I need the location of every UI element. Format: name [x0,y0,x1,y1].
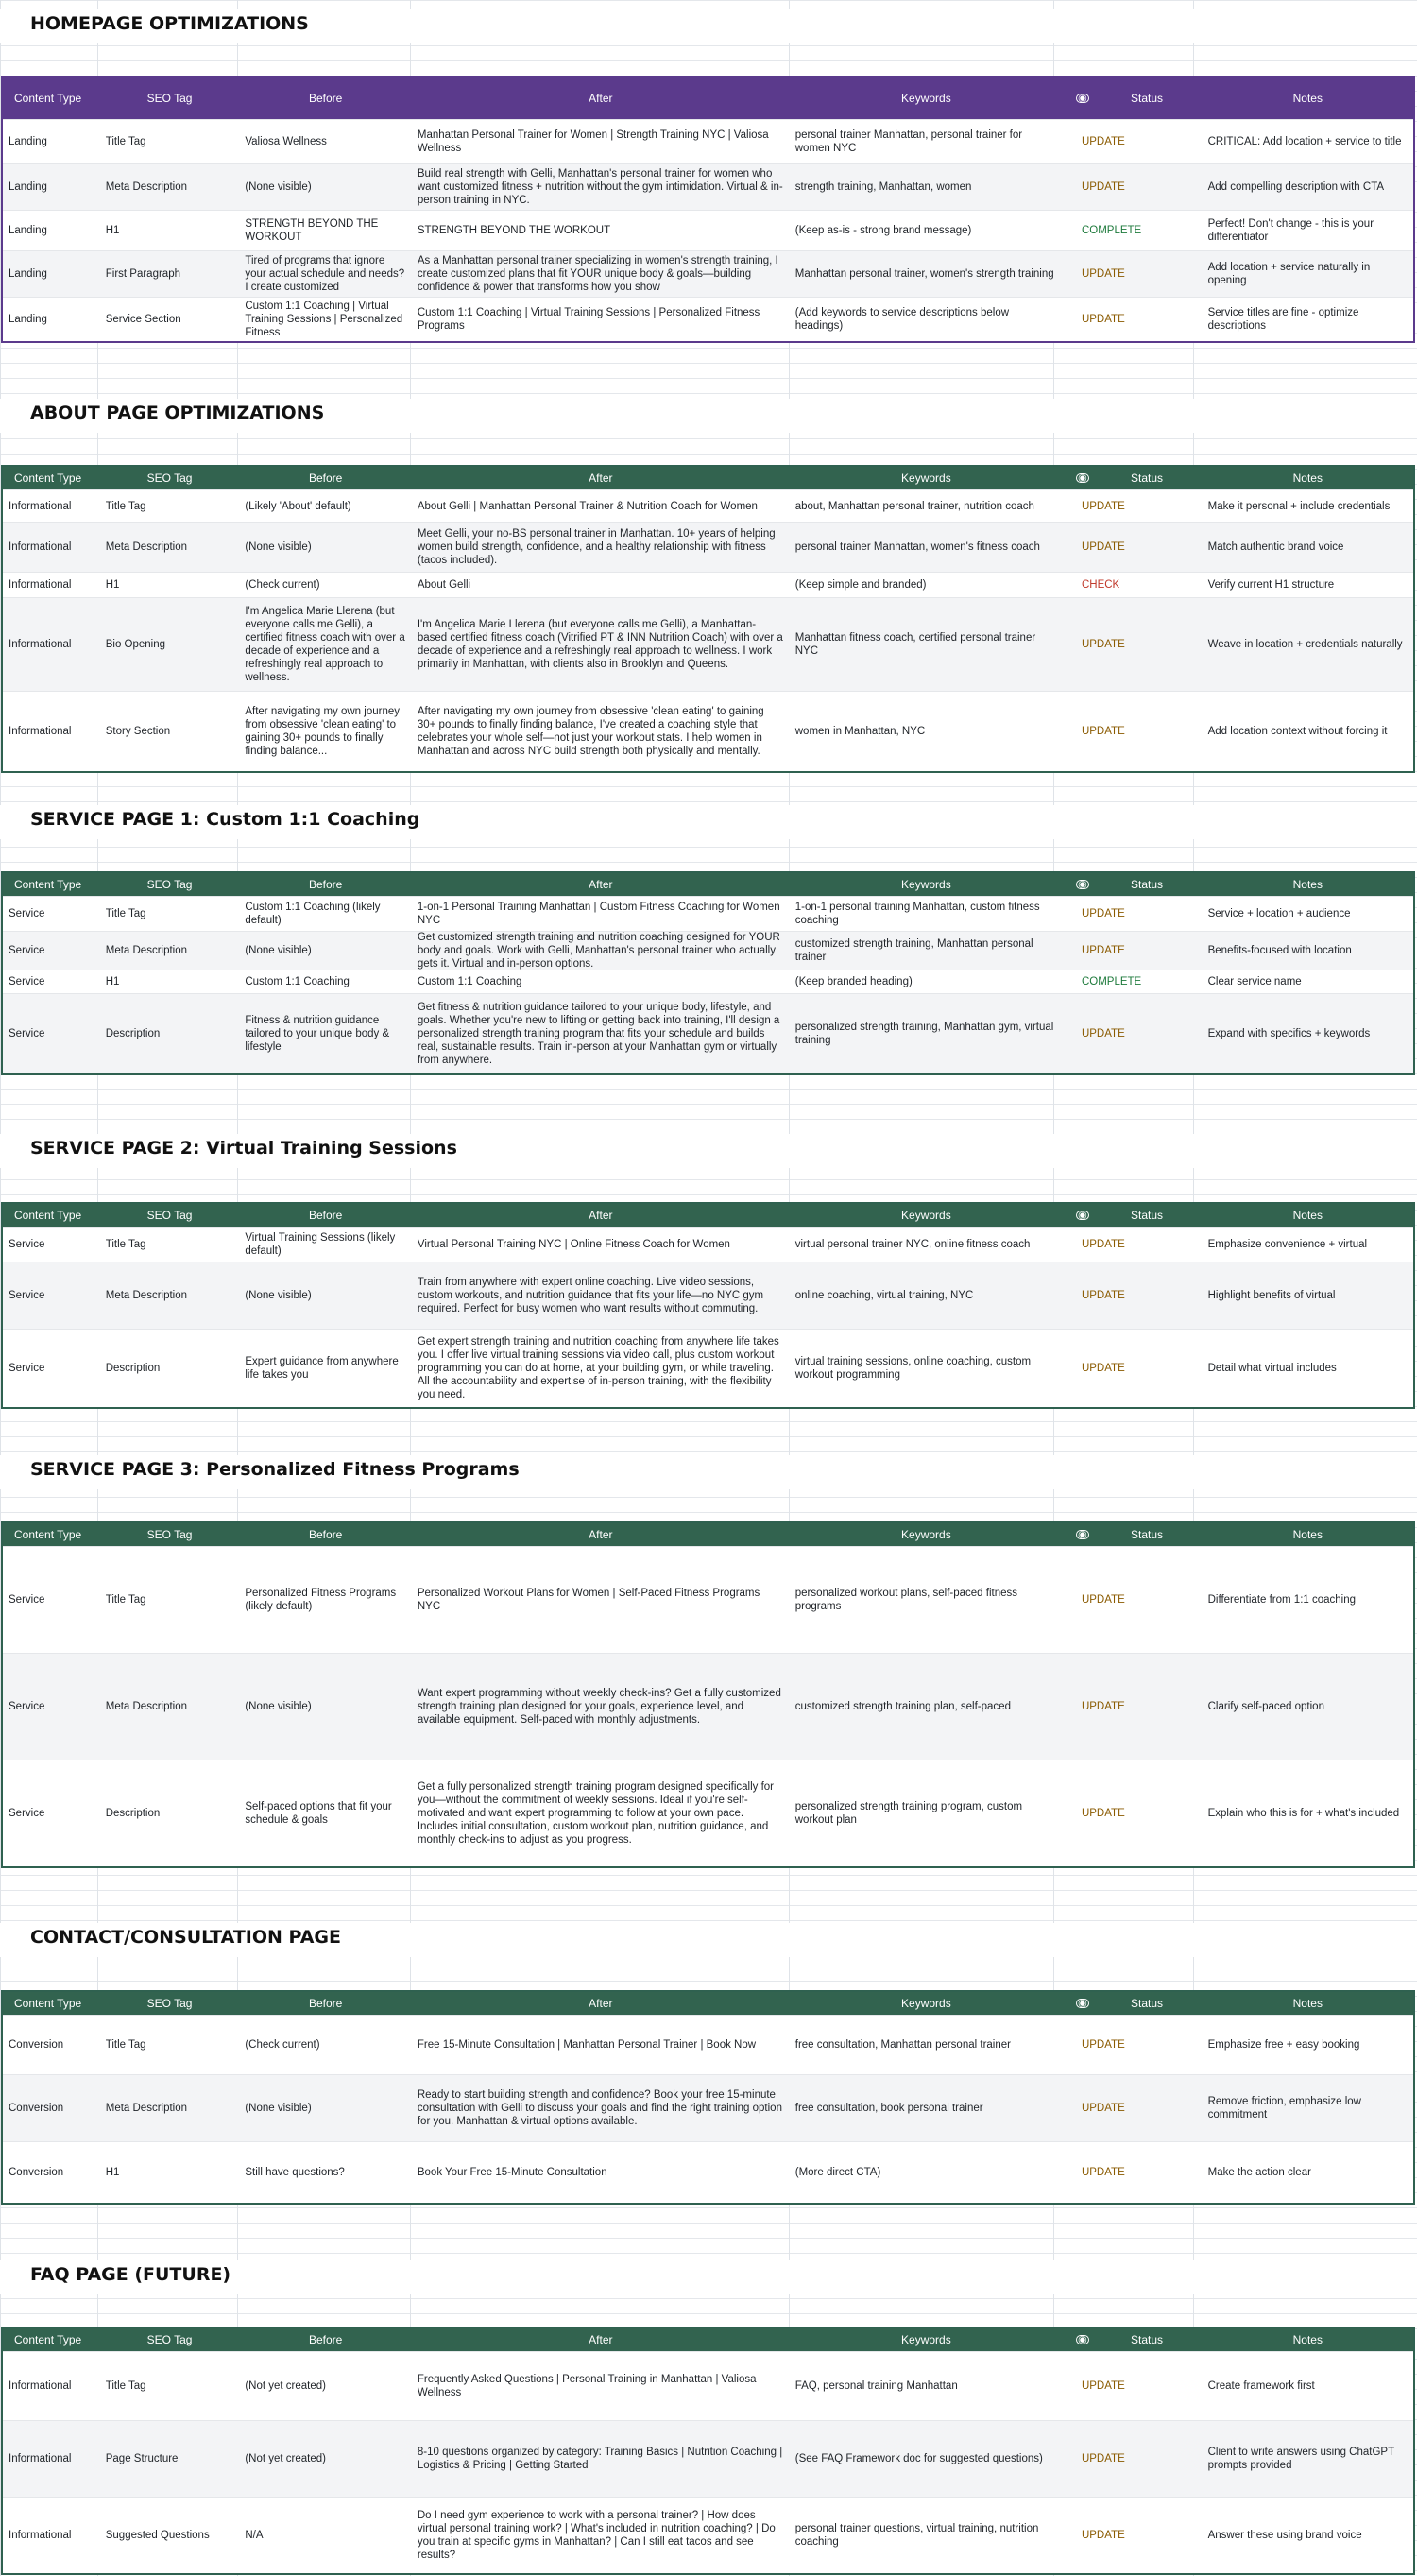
column-header-label: Status [1130,878,1164,891]
cell-after[interactable]: Ready to start building strength and confidence? Book your free 15-minute consultation with Gelli to discuss your goals and find the right training option for you. Manhattan & virtual options available. [417,2089,782,2127]
table-row [3,210,1413,250]
cell-content-type[interactable]: Conversion [9,2039,64,2051]
cell-keywords[interactable]: (Add keywords to service descriptions below headings) [794,307,1010,332]
table-row [3,250,1413,297]
cell-content-type[interactable]: Landing [9,268,47,280]
cell-seo-tag[interactable]: Bio Opening [105,639,166,650]
column-header-seo-tag[interactable]: SEO Tag [146,92,193,105]
column-header-keywords[interactable]: Keywords [901,1528,951,1541]
cell-content-type[interactable]: Informational [9,2453,72,2464]
cell-status[interactable]: UPDATE [1081,726,1125,737]
cell-keywords[interactable]: women in Manhattan, NYC [794,726,926,737]
cell-content-type[interactable]: Informational [9,541,72,553]
cell-before[interactable]: (Check current) [245,579,320,591]
cell-notes[interactable]: Perfect! Don't change - this is your differentiator [1207,218,1374,243]
cell-notes[interactable]: Expand with specifics + keywords [1207,1028,1371,1039]
table-row [3,522,1413,572]
cell-before[interactable]: (None visible) [245,181,312,193]
section-title-text: ABOUT PAGE OPTIMIZATIONS [30,403,325,423]
table-row [3,297,1413,341]
cell-seo-tag[interactable]: Description [105,1028,161,1039]
table-row [3,2420,1413,2497]
cell-keywords[interactable]: about, Manhattan personal trainer, nutrition coach [794,500,1034,512]
cell-status[interactable]: COMPLETE [1081,225,1142,236]
cell-content-type[interactable]: Service [9,1028,45,1039]
column-header-before[interactable]: Before [308,472,343,485]
column-header-content-type[interactable]: Content Type [14,92,82,105]
cell-after[interactable]: Want expert programming without weekly check-ins? Get a fully customized strength training plan designed for your goals, experience level, and available equipment. Self-paced with monthly adjustments. [417,1688,781,1726]
column-header-before[interactable]: Before [308,1997,343,2010]
cell-notes[interactable]: Weave in location + credentials naturally [1207,639,1403,650]
cell-keywords[interactable]: personalized strength training program, custom workout plan [794,1801,1023,1826]
cell-after[interactable]: Personalized Workout Plans for Women | Self-Paced Fitness Programs NYC [417,1588,760,1612]
cell-notes[interactable]: Match authentic brand voice [1207,541,1344,553]
cell-keywords[interactable]: (More direct CTA) [794,2167,881,2178]
cell-after[interactable]: Train from anywhere with expert online coaching. Live video sessions, custom workouts, and nutrition guidance that fits your life—no NYC gym required. Perfect for busy women who want results without commuting. [417,1277,764,1314]
cell-after[interactable]: Frequently Asked Questions | Personal Training in Manhattan | Valiosa Wellness [417,2374,757,2398]
cell-notes[interactable]: Make it personal + include credentials [1207,500,1391,512]
section-title-text: SERVICE PAGE 2: Virtual Training Sessions [30,1138,457,1159]
cell-after[interactable]: About Gelli [417,579,471,591]
section-title [0,1923,1417,1957]
seo-table [1,76,1415,343]
cell-status[interactable]: UPDATE [1081,2039,1125,2051]
cell-seo-tag[interactable]: H1 [105,976,120,987]
column-header-status[interactable] [1063,92,1203,105]
cell-keywords[interactable]: Manhattan personal trainer, women's strength training [794,268,1054,280]
cell-keywords[interactable]: Manhattan fitness coach, certified personal trainer NYC [794,632,1036,657]
cell-seo-tag[interactable]: Meta Description [105,541,188,553]
seo-table [1,1521,1415,1868]
cell-after[interactable]: Get expert strength training and nutrition coaching from anywhere life takes you. I offer live virtual training sessions via video call, plus custom workout programming you can do at home, at your building gym, or while traveling. All the accountability and expertise of in-person training, with the flexibility you need. [417,1336,779,1400]
column-header-notes[interactable]: Notes [1292,1528,1323,1541]
cell-before[interactable]: N/A [245,2530,264,2541]
cell-keywords[interactable]: 1-on-1 personal training Manhattan, custom fitness coaching [794,902,1040,926]
column-header-label: Status [1130,92,1164,105]
cell-status[interactable]: UPDATE [1081,1363,1125,1374]
cell-keywords[interactable]: (See FAQ Framework doc for suggested questions) [794,2453,1043,2464]
eye-icon: ◉ [1076,473,1089,483]
cell-status[interactable]: UPDATE [1081,2530,1125,2541]
cell-status[interactable]: UPDATE [1081,1808,1125,1819]
column-header-status[interactable] [1063,1209,1203,1222]
cell-content-type[interactable]: Service [9,1363,45,1374]
cell-content-type[interactable]: Informational [9,2530,72,2541]
column-header-before[interactable]: Before [308,1209,343,1222]
cell-keywords[interactable]: customized strength training, Manhattan personal trainer [794,938,1033,963]
column-header-notes[interactable]: Notes [1292,92,1323,105]
seo-table [1,1990,1415,2205]
cell-seo-tag[interactable]: Meta Description [105,1290,188,1301]
cell-content-type[interactable]: Landing [9,136,47,147]
column-header-label: Status [1130,1528,1164,1541]
cell-before[interactable]: (Likely 'About' default) [245,500,351,512]
column-header-keywords[interactable]: Keywords [901,2333,951,2346]
column-header-after[interactable]: After [589,2333,613,2346]
cell-notes[interactable]: Add compelling description with CTA [1207,181,1385,193]
column-header-notes[interactable]: Notes [1292,878,1323,891]
column-header-before[interactable]: Before [308,2333,343,2346]
table-header [3,77,1413,119]
cell-content-type[interactable]: Informational [9,579,72,591]
cell-content-type[interactable]: Conversion [9,2103,64,2114]
cell-seo-tag[interactable]: Page Structure [105,2453,179,2464]
cell-seo-tag[interactable]: Title Tag [105,136,146,147]
cell-before[interactable]: Personalized Fitness Programs (likely default) [245,1588,397,1612]
column-header-after[interactable]: After [589,472,613,485]
cell-seo-tag[interactable]: Title Tag [105,2380,146,2392]
cell-keywords[interactable]: personalized workout plans, self-paced fitness programs [794,1588,1017,1612]
cell-status[interactable]: UPDATE [1081,1028,1125,1039]
table-header [3,2328,1413,2351]
column-header-content-type[interactable]: Content Type [14,1209,82,1222]
table-row [3,1760,1413,1866]
cell-notes[interactable]: Add location + service naturally in opening [1207,262,1371,286]
cell-seo-tag[interactable]: Meta Description [105,2103,188,2114]
column-header-status[interactable] [1063,878,1203,891]
cell-notes[interactable]: Emphasize convenience + virtual [1207,1239,1368,1250]
cell-keywords[interactable]: FAQ, personal training Manhattan [794,2380,958,2392]
cell-content-type[interactable]: Service [9,1701,45,1712]
section-title [0,1455,1417,1489]
section-title-text: SERVICE PAGE 3: Personalized Fitness Programs [30,1459,520,1480]
table-row [3,1227,1413,1262]
table-row [3,896,1413,931]
cell-after[interactable]: Meet Gelli, your no-BS personal trainer in Manhattan. 10+ years of helping women build strength, confidence, and a healthy relationship with fitness (tacos included). [417,528,776,566]
cell-notes[interactable]: Answer these using brand voice [1207,2530,1362,2541]
column-header-notes[interactable]: Notes [1292,472,1323,485]
column-header-notes[interactable]: Notes [1292,1997,1323,2010]
table-header [3,467,1413,489]
section-title-text: CONTACT/CONSULTATION PAGE [30,1927,341,1948]
table-row [3,691,1413,771]
cell-keywords[interactable]: customized strength training plan, self-paced [794,1701,1011,1712]
column-header-content-type[interactable]: Content Type [14,1997,82,2010]
column-header-after[interactable]: After [589,878,613,891]
cell-content-type[interactable]: Service [9,1808,45,1819]
column-header-keywords[interactable]: Keywords [901,1997,951,2010]
column-header-after[interactable]: After [589,92,613,105]
section-title [0,2260,1417,2294]
column-header-after[interactable]: After [589,1528,613,1541]
seo-table [1,465,1415,773]
column-header-label: Status [1130,2333,1164,2346]
cell-after[interactable]: Get customized strength training and nutrition coaching designed for YOUR body and goals. Work with Gelli, Manhattan's personal trainer who actually gets it. Virtual and in-person options. [417,932,780,970]
cell-status[interactable]: UPDATE [1081,1594,1125,1606]
cell-status[interactable]: UPDATE [1081,908,1125,919]
cell-after[interactable]: STRENGTH BEYOND THE WORKOUT [417,225,611,236]
cell-after[interactable]: Get fitness & nutrition guidance tailored to your unique body, lifestyle, and goals. Whether you're new to lifting or getting back into training, I'll design a personalized strength training program that fits your schedule and builds real, sustainable results. Train in-person at your Manhattan gym or virtually from anywhere. [417,1002,780,1066]
section-title-text: HOMEPAGE OPTIMIZATIONS [30,13,309,34]
table-row [3,2351,1413,2420]
column-header-seo-tag[interactable]: SEO Tag [146,1528,193,1541]
table-row [3,2141,1413,2203]
cell-keywords[interactable]: personalized strength training, Manhattan gym, virtual training [794,1022,1054,1046]
table-row [3,119,1413,163]
cell-before[interactable]: (Check current) [245,2039,320,2051]
column-header-content-type[interactable]: Content Type [14,878,82,891]
cell-after[interactable]: Do I need gym experience to work with a personal trainer? | How does virtual personal training work? | What's included in nutrition coaching? | Do you train at specific gyms in Manhattan? | Can I still eat tacos and see results? [417,2510,776,2561]
cell-seo-tag[interactable]: Title Tag [105,500,146,512]
cell-notes[interactable]: Clear service name [1207,976,1302,987]
cell-keywords[interactable]: virtual personal trainer NYC, online fitness coach [794,1239,1031,1250]
seo-table [1,1202,1415,1409]
table-row [3,2497,1413,2573]
table-row [3,2074,1413,2141]
column-header-content-type[interactable]: Content Type [14,1528,82,1541]
column-header-status[interactable] [1063,2333,1203,2346]
cell-before[interactable]: Valiosa Wellness [245,136,327,147]
table-header [3,873,1413,896]
cell-keywords[interactable]: strength training, Manhattan, women [794,181,972,193]
table-row [3,1653,1413,1760]
column-header-seo-tag[interactable]: SEO Tag [146,1209,193,1222]
cell-after[interactable]: After navigating my own journey from obsessive 'clean eating' to gaining 30+ pounds to finally finding balance, I've created a coaching style that celebrates your whole self—not just your workout stats. I help women in Manhattan and across NYC build strength both physically and mentally. [417,706,764,757]
cell-status[interactable]: UPDATE [1081,314,1125,325]
cell-after[interactable]: 1-on-1 Personal Training Manhattan | Custom Fitness Coaching for Women NYC [417,902,780,926]
cell-content-type[interactable]: Landing [9,225,47,236]
column-header-seo-tag[interactable]: SEO Tag [146,472,193,485]
cell-keywords[interactable]: (Keep as-is - strong brand message) [794,225,972,236]
section-title [0,1134,1417,1168]
column-header-notes[interactable]: Notes [1292,1209,1323,1222]
cell-notes[interactable]: Differentiate from 1:1 coaching [1207,1594,1357,1606]
cell-before[interactable]: Custom 1:1 Coaching | Virtual Training Sessions | Personalized Fitness [245,301,403,338]
cell-after[interactable]: 8-10 questions organized by category: Training Basics | Nutrition Coaching | Logistics & Pricing | Getting Started [417,2447,783,2471]
table-header [3,1992,1413,2015]
table-row [3,993,1413,1073]
cell-status[interactable]: UPDATE [1081,1290,1125,1301]
table-row [3,163,1413,210]
cell-content-type[interactable]: Landing [9,181,47,193]
cell-notes[interactable]: Clarify self-paced option [1207,1701,1324,1712]
column-header-notes[interactable]: Notes [1292,2333,1323,2346]
cell-before[interactable]: Virtual Training Sessions (likely default) [245,1232,396,1257]
section-title [0,9,1417,43]
cell-status[interactable]: UPDATE [1081,136,1125,147]
cell-status[interactable]: UPDATE [1081,2380,1125,2392]
eye-icon: ◉ [1076,1999,1089,2008]
cell-notes[interactable]: Highlight benefits of virtual [1207,1290,1336,1301]
cell-keywords[interactable]: personal trainer Manhattan, women's fitness coach [794,541,1040,553]
column-header-keywords[interactable]: Keywords [901,92,951,105]
table-row [3,1262,1413,1329]
cell-keywords[interactable]: (Keep simple and branded) [794,579,927,591]
eye-icon: ◉ [1076,880,1089,889]
cell-seo-tag[interactable]: First Paragraph [105,268,180,280]
cell-seo-tag[interactable]: Title Tag [105,1594,146,1606]
cell-seo-tag[interactable]: Meta Description [105,1701,188,1712]
cell-content-type[interactable]: Service [9,1594,45,1606]
cell-notes[interactable]: Explain who this is for + what's included [1207,1808,1400,1819]
cell-notes[interactable]: Verify current H1 structure [1207,579,1335,591]
cell-before[interactable]: (None visible) [245,945,312,956]
cell-status[interactable]: CHECK [1081,579,1120,591]
column-header-content-type[interactable]: Content Type [14,2333,82,2346]
cell-keywords[interactable]: (Keep branded heading) [794,976,913,987]
column-header-before[interactable]: Before [308,878,343,891]
column-header-before[interactable]: Before [308,92,343,105]
cell-after[interactable]: Custom 1:1 Coaching | Virtual Training Sessions | Personalized Fitness Programs [417,307,760,332]
cell-notes[interactable]: CRITICAL: Add location + service to title [1207,136,1402,147]
cell-status[interactable]: UPDATE [1081,2103,1125,2114]
cell-seo-tag[interactable]: Suggested Questions [105,2530,210,2541]
cell-content-type[interactable]: Informational [9,500,72,512]
cell-before[interactable]: (None visible) [245,1290,312,1301]
cell-status[interactable]: UPDATE [1081,500,1125,512]
cell-seo-tag[interactable]: Story Section [105,726,171,737]
cell-before[interactable]: Fitness & nutrition guidance tailored to your unique body & lifestyle [245,1015,390,1053]
cell-seo-tag[interactable]: H1 [105,579,120,591]
cell-status[interactable]: COMPLETE [1081,976,1142,987]
cell-notes[interactable]: Make the action clear [1207,2167,1311,2178]
cell-status[interactable]: UPDATE [1081,1239,1125,1250]
cell-content-type[interactable]: Service [9,908,45,919]
cell-status[interactable]: UPDATE [1081,181,1125,193]
cell-after[interactable]: Custom 1:1 Coaching [417,976,522,987]
cell-seo-tag[interactable]: Description [105,1808,161,1819]
cell-content-type[interactable]: Service [9,1239,45,1250]
column-header-keywords[interactable]: Keywords [901,878,951,891]
cell-status[interactable]: UPDATE [1081,1701,1125,1712]
cell-content-type[interactable]: Landing [9,314,47,325]
cell-seo-tag[interactable]: H1 [105,2167,120,2178]
cell-notes[interactable]: Benefits-focused with location [1207,945,1352,956]
cell-notes[interactable]: Create framework first [1207,2380,1315,2392]
section-title-text: SERVICE PAGE 1: Custom 1:1 Coaching [30,809,420,830]
cell-keywords[interactable]: free consultation, Manhattan personal trainer [794,2039,1011,2051]
column-header-keywords[interactable]: Keywords [901,1209,951,1222]
cell-content-type[interactable]: Service [9,945,45,956]
column-header-label: Status [1130,1997,1164,2010]
column-header-seo-tag[interactable]: SEO Tag [146,878,193,891]
cell-seo-tag[interactable]: Description [105,1363,161,1374]
eye-icon: ◉ [1076,94,1089,103]
cell-seo-tag[interactable]: Title Tag [105,2039,146,2051]
eye-icon: ◉ [1076,1211,1089,1220]
cell-seo-tag[interactable]: Meta Description [105,945,188,956]
cell-notes[interactable]: Add location context without forcing it [1207,726,1388,737]
cell-keywords[interactable]: virtual training sessions, online coaching, custom workout programming [794,1356,1032,1381]
cell-content-type[interactable]: Conversion [9,2167,64,2178]
cell-before[interactable]: (None visible) [245,2103,312,2114]
cell-after[interactable]: Build real strength with Gelli, Manhattan's personal trainer for women who want customized fitness + nutrition without the gym intimidation. Virtual & in-person training in NYC. [417,168,783,206]
column-header-before[interactable]: Before [308,1528,343,1541]
column-header-status[interactable] [1063,472,1203,485]
cell-keywords[interactable]: free consultation, book personal trainer [794,2103,983,2114]
cell-before[interactable]: Expert guidance from anywhere life takes you [245,1356,399,1381]
section-title [0,805,1417,839]
cell-after[interactable]: Get a fully personalized strength training program designed specifically for you—without the commitment of weekly sessions. Ideal if you're self-motivated and want expert programming to follow at your own pace. Includes initial consultation, custom workout plan, nutrition guidance, and monthly check-ins to adjust as you progress. [417,1781,775,1846]
table-row [3,1329,1413,1407]
cell-seo-tag[interactable]: Service Section [105,314,181,325]
seo-table [1,871,1415,1075]
column-header-label: Status [1130,472,1164,485]
cell-before[interactable]: STRENGTH BEYOND THE WORKOUT [245,218,379,243]
cell-seo-tag[interactable]: H1 [105,225,120,236]
cell-before[interactable]: I'm Angelica Marie Llerena (but everyone calls me Gelli), a certified fitness coach with over a decade of experience and a refreshingly real approach to wellness. [245,606,405,683]
cell-after[interactable]: Manhattan Personal Trainer for Women | Strength Training NYC | Valiosa Wellness [417,129,769,154]
cell-status[interactable]: UPDATE [1081,639,1125,650]
cell-before[interactable]: Tired of programs that ignore your actual schedule and needs? I create customized [245,255,405,293]
cell-status[interactable]: UPDATE [1081,2453,1125,2464]
cell-status[interactable]: UPDATE [1081,2167,1125,2178]
column-header-status[interactable] [1063,1528,1203,1541]
column-header-keywords[interactable]: Keywords [901,472,951,485]
table-header [3,1204,1413,1227]
cell-after[interactable]: Free 15-Minute Consultation | Manhattan Personal Trainer | Book Now [417,2039,757,2051]
eye-icon: ◉ [1076,1530,1089,1539]
section-title [0,399,1417,433]
cell-after[interactable]: I'm Angelica Marie Llerena (but everyone calls me Gelli), a Manhattan-based certified fitness coach (Vitrified PT & INN Nutrition Coach) with over a decade of experience and a refreshingly real approach to wellness. I work primarily in Manhattan, with clients also in Brooklyn and Queens. [417,619,783,670]
column-header-after[interactable]: After [589,1997,613,2010]
table-row [3,597,1413,691]
column-header-status[interactable] [1063,1997,1203,2010]
cell-notes[interactable]: Client to write answers using ChatGPT prompts provided [1207,2447,1394,2471]
cell-after[interactable]: About Gelli | Manhattan Personal Trainer & Nutrition Coach for Women [417,500,758,512]
cell-status[interactable]: UPDATE [1081,541,1125,553]
eye-icon: ◉ [1076,2335,1089,2344]
cell-before[interactable]: (Not yet created) [245,2380,326,2392]
column-header-label: Status [1130,1209,1164,1222]
table-row [3,489,1413,522]
table-header [3,1523,1413,1546]
cell-before[interactable]: Custom 1:1 Coaching [245,976,350,987]
cell-before[interactable]: Still have questions? [245,2167,345,2178]
cell-notes[interactable]: Emphasize free + easy booking [1207,2039,1360,2051]
section-title-text: FAQ PAGE (FUTURE) [30,2264,231,2285]
cell-keywords[interactable]: personal trainer questions, virtual training, nutrition coaching [794,2523,1039,2548]
cell-status[interactable]: UPDATE [1081,268,1125,280]
cell-keywords[interactable]: personal trainer Manhattan, personal trainer for women NYC [794,129,1023,154]
column-header-content-type[interactable]: Content Type [14,472,82,485]
cell-status[interactable]: UPDATE [1081,945,1125,956]
cell-before[interactable]: After navigating my own journey from obsessive 'clean eating' to gaining 30+ pounds to finally finding balance... [245,706,400,757]
cell-notes[interactable]: Detail what virtual includes [1207,1363,1337,1374]
cell-content-type[interactable]: Informational [9,639,72,650]
seo-table [1,2327,1415,2575]
cell-content-type[interactable]: Service [9,976,45,987]
table-row [3,931,1413,970]
cell-before[interactable]: Self-paced options that fit your schedule & goals [245,1801,392,1826]
column-header-after[interactable]: After [589,1209,613,1222]
table-row [3,1546,1413,1653]
column-header-seo-tag[interactable]: SEO Tag [146,2333,193,2346]
cell-seo-tag[interactable]: Title Tag [105,1239,146,1250]
table-row [3,2015,1413,2074]
column-header-seo-tag[interactable]: SEO Tag [146,1997,193,2010]
cell-before[interactable]: (None visible) [245,541,312,553]
table-row [3,970,1413,993]
cell-content-type[interactable]: Service [9,1290,45,1301]
cell-keywords[interactable]: online coaching, virtual training, NYC [794,1290,974,1301]
cell-after[interactable]: As a Manhattan personal trainer specializing in women's strength training, I create customized plans that fit YOUR unique body & goals—building confidence & power that transforms how you show [417,255,778,293]
cell-before[interactable]: (Not yet created) [245,2453,326,2464]
cell-before[interactable]: (None visible) [245,1701,312,1712]
table-row [3,572,1413,597]
cell-notes[interactable]: Service titles are fine - optimize descriptions [1207,307,1359,332]
cell-content-type[interactable]: Informational [9,2380,72,2392]
cell-notes[interactable]: Service + location + audience [1207,908,1351,919]
cell-content-type[interactable]: Informational [9,726,72,737]
cell-after[interactable]: Virtual Personal Training NYC | Online Fitness Coach for Women [417,1239,730,1250]
cell-after[interactable]: Book Your Free 15-Minute Consultation [417,2167,607,2178]
cell-before[interactable]: Custom 1:1 Coaching (likely default) [245,902,381,926]
cell-seo-tag[interactable]: Title Tag [105,908,146,919]
cell-seo-tag[interactable]: Meta Description [105,181,188,193]
cell-notes[interactable]: Remove friction, emphasize low commitment [1207,2096,1361,2121]
